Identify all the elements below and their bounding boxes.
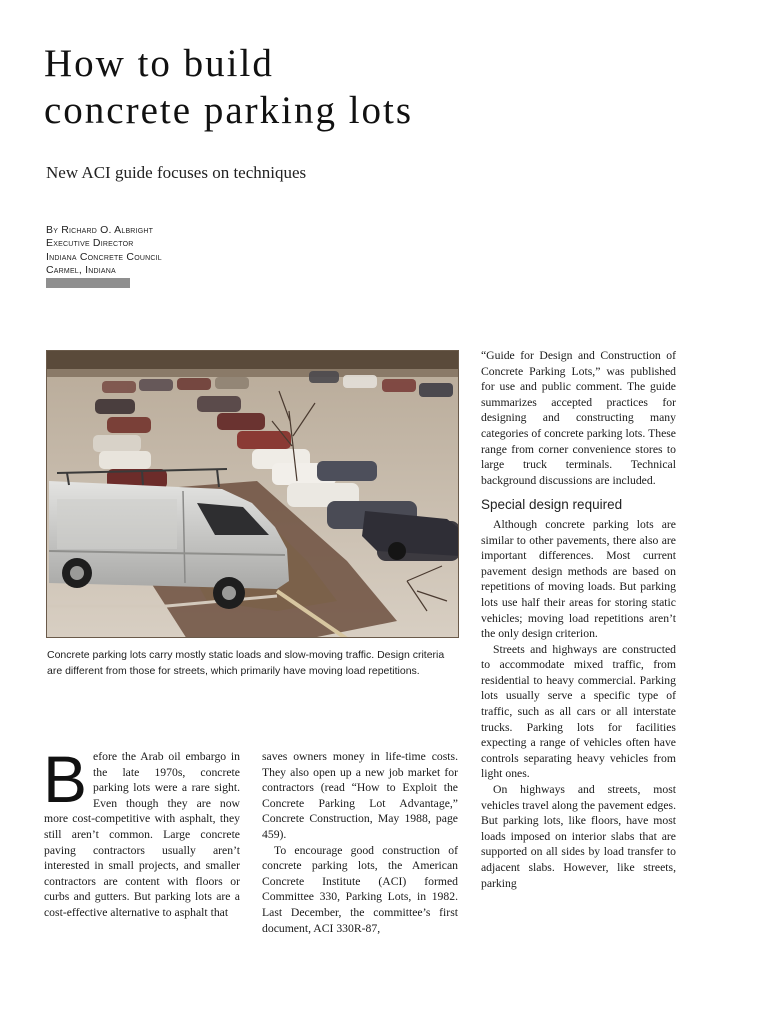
byline-role: Executive Director — [46, 237, 134, 250]
paragraph: saves owners money in life-time costs. They also open up a new job market for contractors (read “How to Exploit the Concrete Parking Lot Advantage,” Concrete Construction, May 1988, page 459). — [262, 750, 458, 841]
paragraph: To encourage good construction of concrete parking lots, the American Concrete Institute (ACI) formed Committee 330, Parking Lots, in 1982. Last December, the committee’s first document, ACI 330R-87, — [262, 843, 458, 935]
byline-author: By Richard O. Albright — [46, 224, 154, 236]
paragraph: Streets and highways are constructed to accommodate mixed traffic, from residential to heavy commercial. Parking lots usually serve a specific type of traffic, such as all cars or all interstate trucks. Parking lots for facilities expecting a range of vehicles often have controls separating heavy vehicles from light ones. — [481, 642, 676, 781]
body-column-1 — [43, 742, 240, 921]
section-heading: Special design required — [481, 497, 623, 513]
paragraph: “Guide for Design and Construction of Concrete Parking Lots,” was published for use and public comment. The guide summarizes accepted practices for designing and constructing many categories of concrete parking lots. These range from corner convenience stores to large truck terminals. Technical background discussions are included. — [481, 349, 676, 487]
paragraph: Although concrete parking lots are similar to other pavements, there also are important differences. Most current pavement design methods are based on repetitions of moving loads. But parking lots use half their areas for storing static vehicles; moving load repetitions aren’t the only design criterion. — [481, 517, 676, 641]
body-column-2 — [262, 749, 458, 936]
byline-location: Carmel, Indiana — [46, 263, 116, 276]
article-subtitle: New ACI guide focuses on techniques — [46, 163, 307, 182]
photo-caption: Concrete parking lots carry mostly static loads and slow-moving traffic. Design criteria are different from those for streets, which primarily have moving load repetitions. — [47, 649, 445, 677]
body-column-3 — [481, 348, 676, 891]
parking-lot-photo — [46, 350, 459, 638]
intro-text: efore the Arab oil embargo in the late 1970s, concrete parking lots were a rare sight. Even though they are now more cost-competitive with asphalt, they still aren’t common. Large concrete paving contractors usually aren’t interested in small projects, and smaller contractors are content with floors or curbs and gutters. But parking lots are a cost-effective alternative to asphalt that — [44, 750, 240, 919]
paragraph: On highways and streets, most vehicles travel along the pavement edges. But parking lots, like floors, have most loads imposed on interior slabs that are supported on all sides by load transfer to adjacent slabs. However, like streets, parking — [481, 783, 676, 890]
title-line-2: concrete parking lots — [44, 89, 414, 132]
byline-organization: Indiana Concrete Council — [46, 250, 162, 263]
intro-paragraph — [43, 742, 240, 921]
drop-cap: B — [43, 742, 88, 816]
byline-rule — [46, 278, 130, 288]
title-line-1: How to build — [44, 42, 274, 85]
article-title — [44, 40, 744, 134]
byline — [46, 224, 162, 277]
